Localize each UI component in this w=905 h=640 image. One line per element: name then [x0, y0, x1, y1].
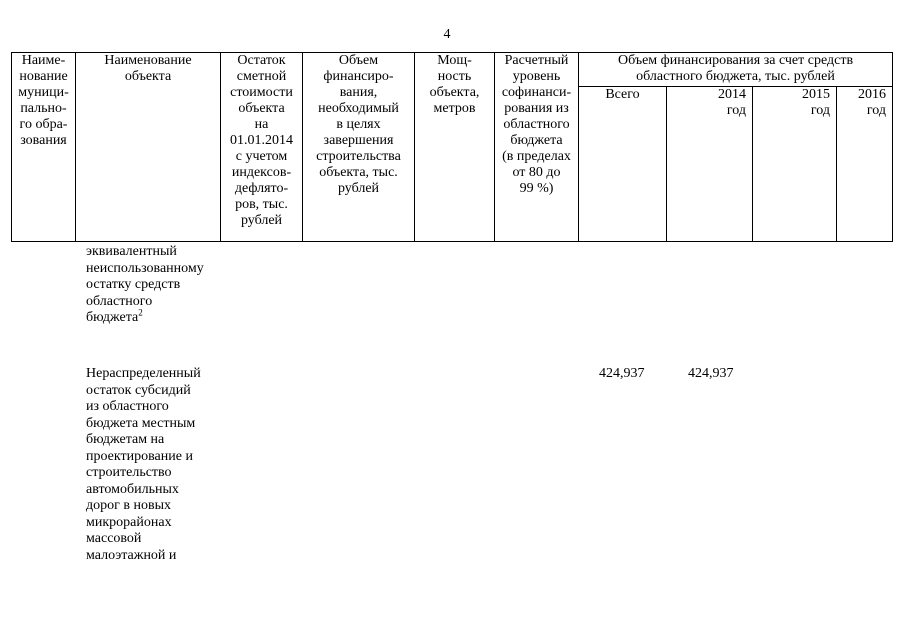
header-cofinancing-level: Расчетный уровень софинанси- рования из областного бюджета (в пределах от 80 до 99 %) — [495, 53, 579, 242]
row-object-unallocated — [86, 366, 226, 564]
header-object-name: Наименование объекта — [76, 53, 221, 242]
row-object-text: Нераспределенный остаток субсидий из областного бюджета местным бюджетам на проектирование и строительство автомобильных дорог в новых микрорайонах массовой малоэтажной и — [86, 366, 201, 563]
row-object-text: эквивалентный неиспользованному остатку средств областного бюджета — [86, 244, 204, 325]
row-total-value: 424,937 — [599, 366, 645, 381]
header-2014: 2014 год — [667, 87, 753, 242]
header-municipality: Наиме- нование муници- пально- го обра- зования — [12, 53, 76, 242]
header-total: Всего — [579, 87, 667, 242]
header-2016: 2016 год — [837, 87, 893, 242]
financing-table-header — [11, 52, 893, 242]
page-number: 4 — [443, 27, 451, 42]
header-capacity: Мощ- ность объекта, метров — [415, 53, 495, 242]
header-remaining-cost: Остаток сметной стоимости объекта на 01.01.2014 с учетом индексов- дефлято- ров, тыс. рублей — [221, 53, 303, 242]
header-funding-needed: Объем финансиро- вания, необходимый в целях завершения строительства объекта, тыс. рублей — [303, 53, 415, 242]
row-object-continuation — [86, 244, 226, 327]
row-2014-value: 424,937 — [688, 366, 734, 381]
header-2015: 2015 год — [753, 87, 837, 242]
header-regional-funding: Объем финансирования за счет средств областного бюджета, тыс. рублей — [579, 53, 893, 87]
footnote-marker: 2 — [138, 307, 143, 318]
